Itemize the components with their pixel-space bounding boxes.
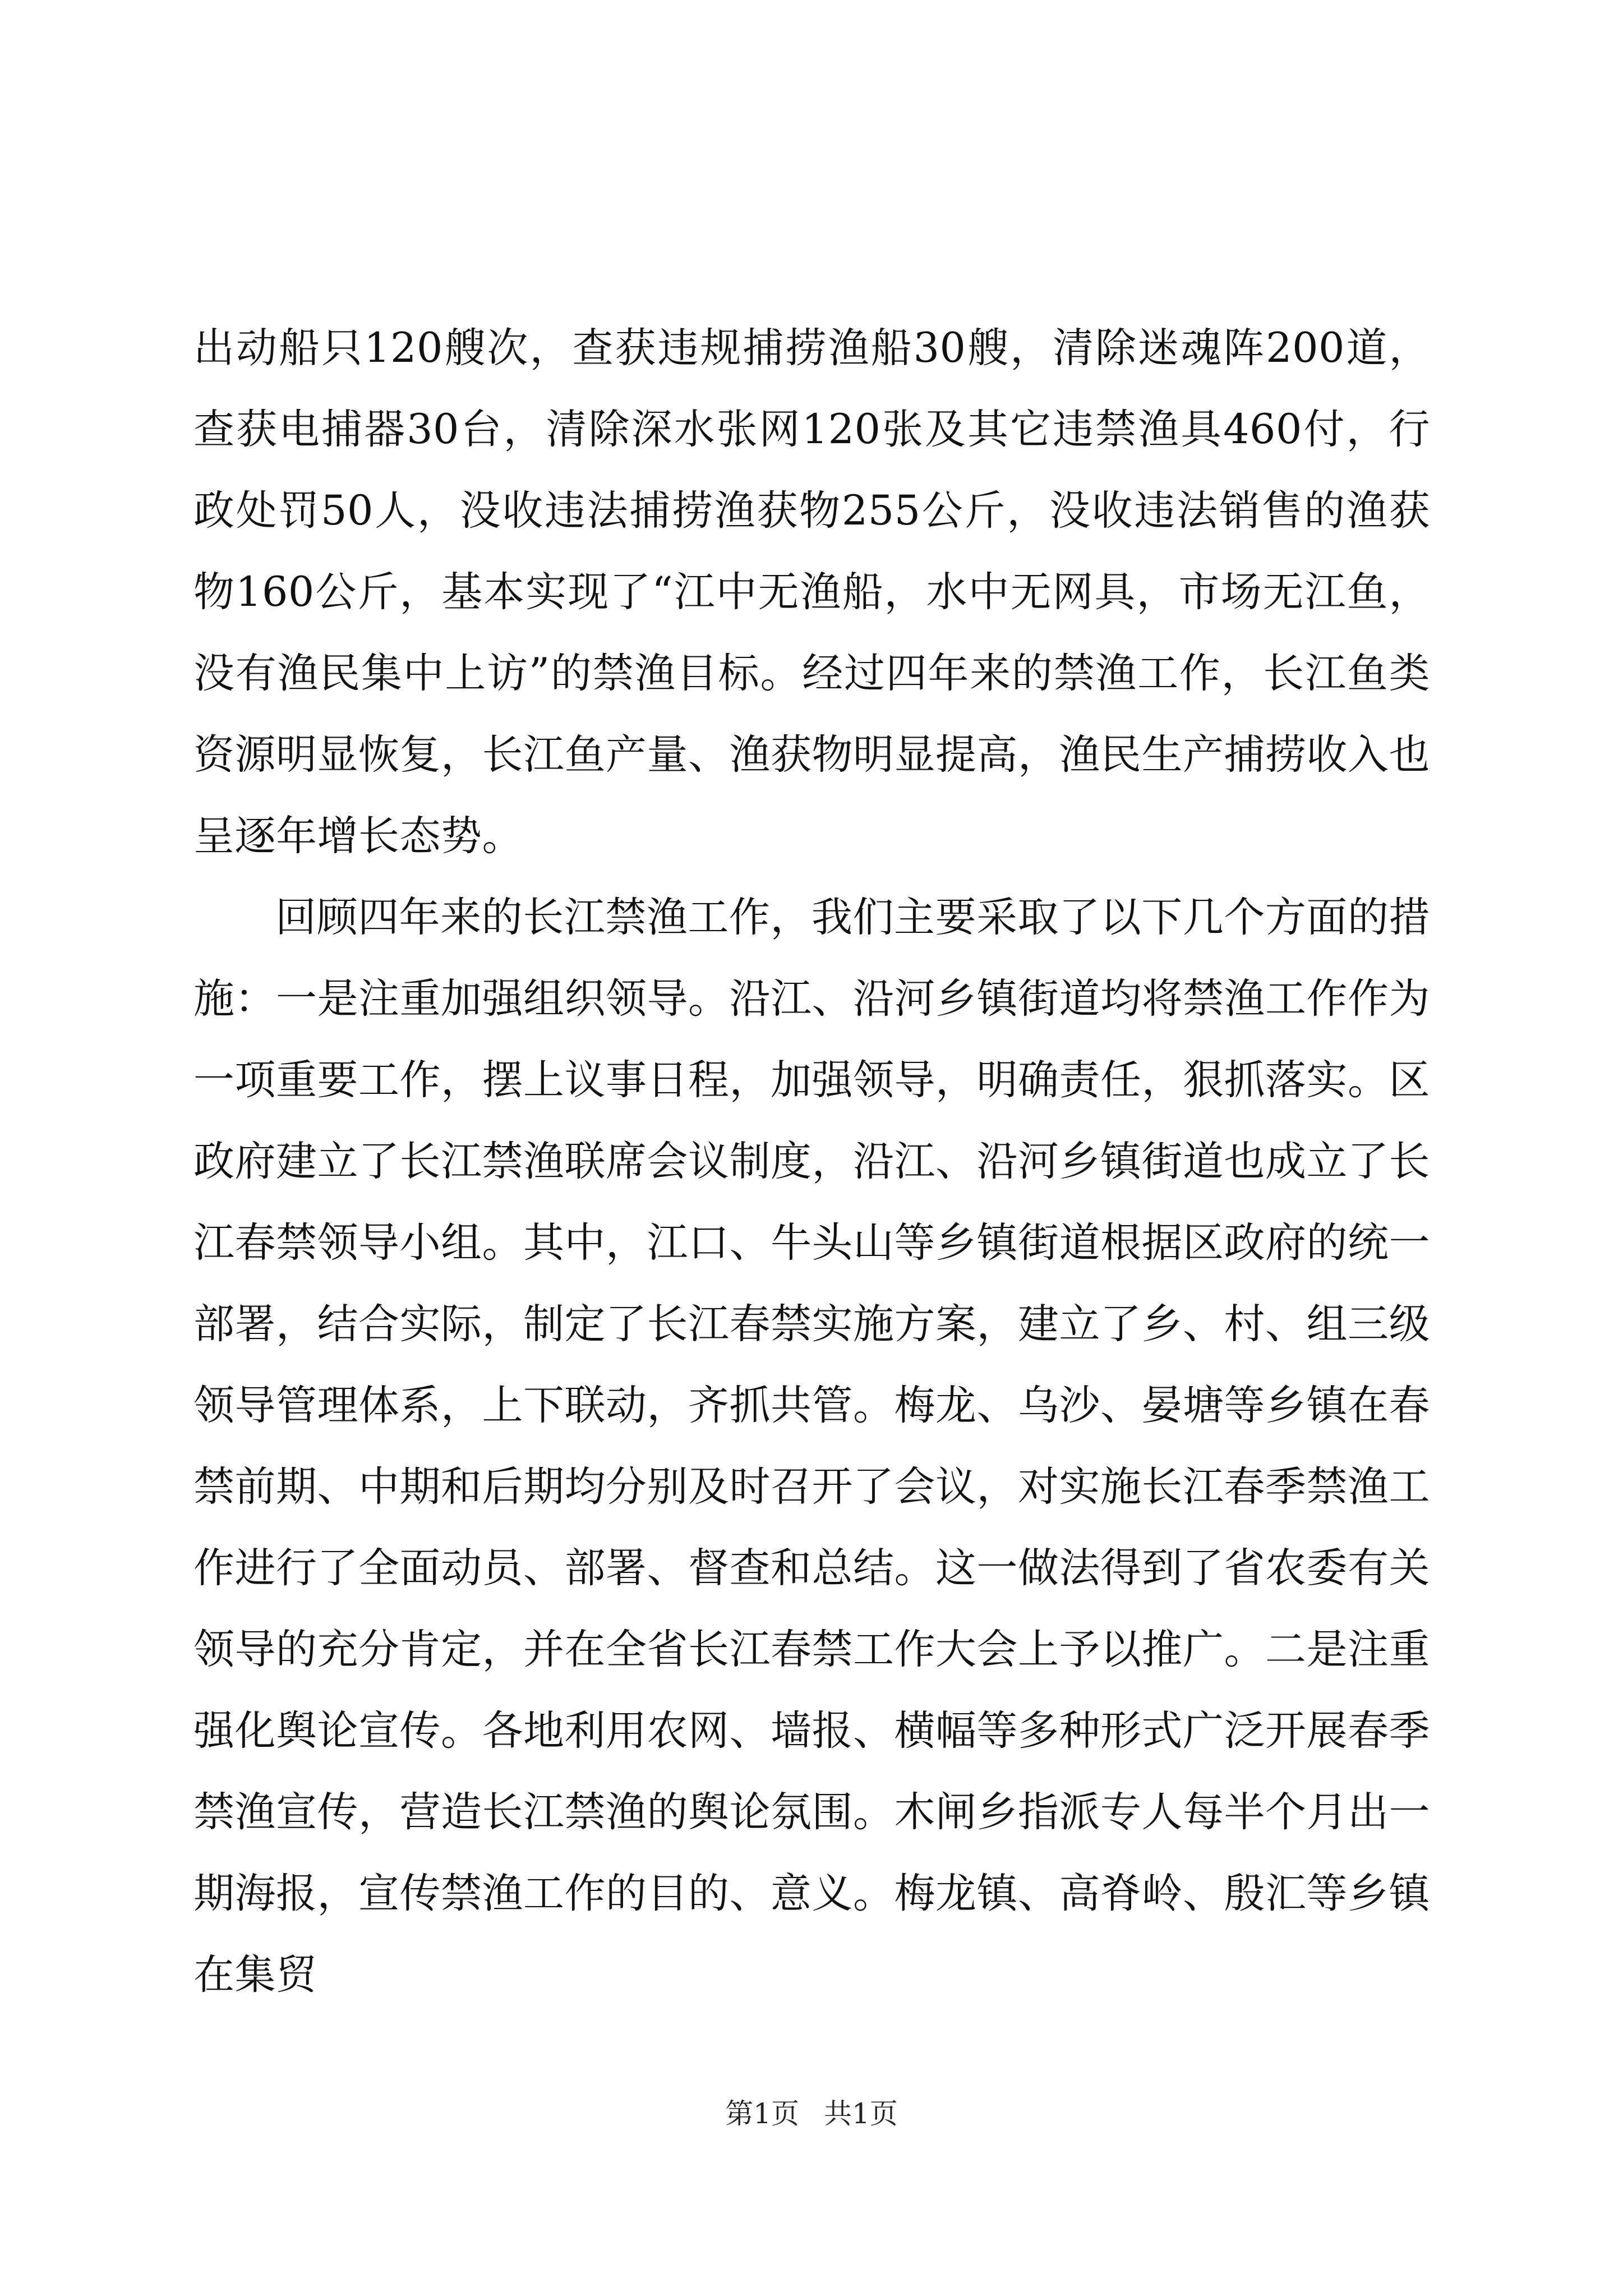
page-number-total: 共1页: [823, 2097, 898, 2130]
paragraph-1: 出动船只120艘次，查获违规捕捞渔船30艘，清除迷魂阵200道，查获电捕器30台，清除深水张网120张及其它违禁渔具460付，行政处罚50人，没收违法捕捞渔获物255公斤，没收违法销售的渔获物160公斤，基本实现了“江中无渔船，水中无网具，市场无江鱼，没有渔民集中上访”的禁渔目标。经过四年来的禁渔工作，长江鱼类资源明显恢复，长江鱼产量、渔获物明显提高，渔民生产捕捞收入也呈逐年增长态势。: [193, 324, 1430, 860]
document-body: [193, 307, 1430, 2016]
page-number-current: 第1页: [725, 2097, 800, 2130]
page-footer: [0, 2094, 1623, 2133]
paragraph-2: 回顾四年来的长江禁渔工作，我们主要采取了以下几个方面的措施：一是注重加强组织领导。沿江、沿河乡镇街道均将禁渔工作作为一项重要工作，摆上议事日程，加强领导，明确责任，狠抓落实。区政府建立了长江禁渔联席会议制度，沿江、沿河乡镇街道也成立了长江春禁领导小组。其中，江口、牛头山等乡镇街道根据区政府的统一部署，结合实际，制定了长江春禁实施方案，建立了乡、村、组三级领导管理体系，上下联动，齐抓共管。梅龙、乌沙、晏塘等乡镇在春禁前期、中期和后期均分别及时召开了会议，对实施长江春季禁渔工作进行了全面动员、部署、督查和总结。这一做法得到了省农委有关领导的充分肯定，并在全省长江春禁工作大会上予以推广。二是注重强化舆论宣传。各地利用农网、墙报、横幅等多种形式广泛开展春季禁渔宣传，营造长江禁渔的舆论氛围。木闸乡指派专人每半个月出一期海报，宣传禁渔工作的目的、意义。梅龙镇、高脊岭、殷汇等乡镇在集贸: [193, 894, 1430, 1999]
